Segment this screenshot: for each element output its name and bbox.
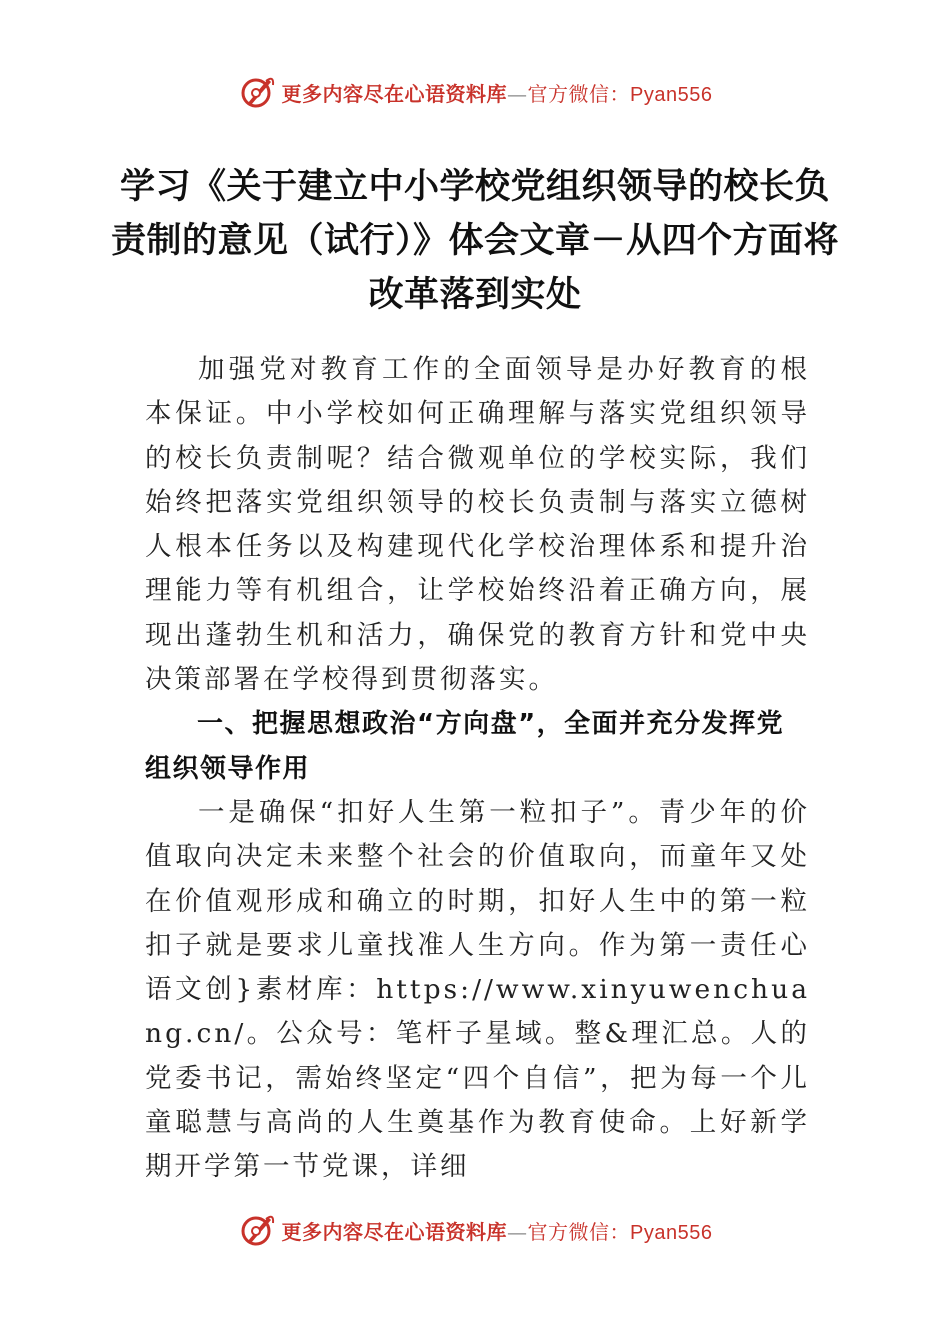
banner-library-text: 更多内容尽在心语资料库 <box>281 1219 508 1244</box>
intro-paragraph: 加强党对教育工作的全面领导是办好教育的根本保证。中小学校如何正确理解与落实党组织领导的校长负责制呢？结合微观单位的学校实际，我们始终把落实党组织领导的校长负责制与落实立德树人根本任务以及构建现代化学校治理体系和提升治理能力等有机组合，让学校始终沿着正确方向，展现出蓬勃生机和活力，确保党的教育方针和党中央决策部署在学校得到贯彻落实。 <box>145 354 810 696</box>
section-heading-1: 一、把握思想政治“方向盘”，全面并充分发挥党组织领导作用 <box>145 709 785 784</box>
banner-wechat-handle: Pyan556 <box>630 1221 713 1244</box>
document-title: 学习《关于建立中小学校党组织领导的校长负责制的意见（试行）》体会文章－从四个方面将改革落到实处 <box>110 167 839 315</box>
quill-pen-circle-icon <box>238 73 276 111</box>
footer-banner <box>0 1208 950 1252</box>
document-body <box>145 348 810 1190</box>
banner-wechat-label: 官方微信： <box>527 1219 631 1244</box>
banner-text <box>282 1216 713 1245</box>
banner-library-text: 更多内容尽在心语资料库 <box>281 81 508 106</box>
quill-pen-circle-icon <box>238 1211 276 1249</box>
section-paragraph-1: 一是确保“扣好人生第一粒扣子”。青少年的价值取向决定未来整个社会的价值取向，而童年又处在价值观形成和确立的时期，扣好人生中的第一粒扣子就是要求儿童找准人生方向。作为第一责任心语文创}素材库：https://www.xinyuwenchuang.cn/。公众号：笔杆子星域。整&理汇总。人的党委书记，需始终坚定“四个自信”，把为每一个儿童聪慧与高尚的人生奠基作为教育使命。上好新学期开学第一节党课，详细 <box>145 796 810 1183</box>
banner-separator: — <box>507 81 528 106</box>
header-banner <box>0 70 950 114</box>
banner-text <box>282 78 713 107</box>
banner-wechat-label: 官方微信： <box>527 81 631 106</box>
banner-separator: — <box>507 1219 528 1244</box>
banner-wechat-handle: Pyan556 <box>630 83 713 106</box>
